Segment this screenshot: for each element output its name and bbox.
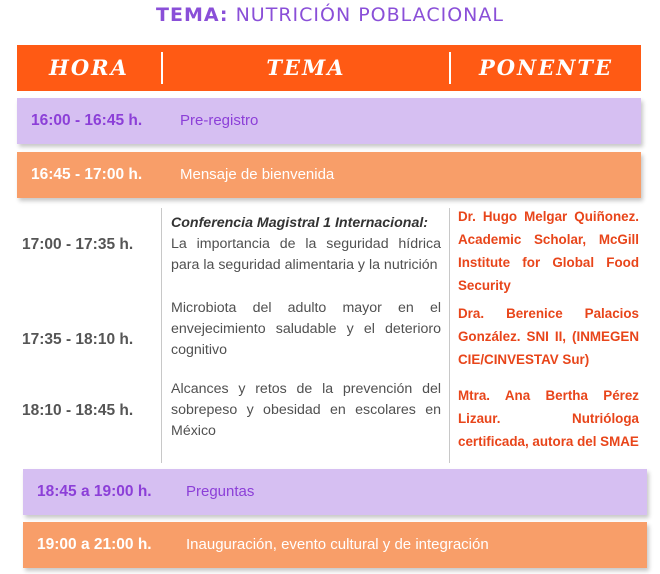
talk-speaker: Dr. Hugo Melgar Quiñonez. Academic Scholar, McGill Institute for Global Food Security: [458, 209, 639, 293]
talk-topic: Alcances y retos de la prevención del sobrepeso y obesidad en escolares en México: [171, 381, 441, 439]
row-time: 19:00 a 21:00 h.: [37, 536, 152, 553]
column-divider: [449, 208, 450, 463]
talk-time: 17:35 - 18:10 h.: [22, 331, 134, 348]
talk-time: 18:10 - 18:45 h.: [22, 402, 134, 419]
talk-speaker: Mtra. Ana Bertha Pérez Lizaur. Nutrióloga certificada, autora del SMAE: [458, 388, 639, 449]
title-text: NUTRICIÓN POBLACIONAL: [235, 4, 504, 26]
talk-time: 17:00 - 17:35 h.: [22, 236, 134, 253]
talk-topic-heading: Conferencia Magistral 1 Internacional:: [171, 215, 429, 231]
schedule-row-preguntas: [23, 469, 647, 515]
row-time: 16:45 - 17:00 h.: [31, 166, 143, 183]
schedule-row-inauguracion: [23, 522, 647, 568]
title-prefix: TEMA:: [156, 4, 229, 26]
schedule-row-preregistro: [17, 98, 641, 144]
header-tema: TEMA: [266, 55, 346, 80]
header-hora: HORA: [49, 55, 129, 80]
row-time: 18:45 a 19:00 h.: [37, 483, 152, 500]
row-label: Inauguración, evento cultural y de integración: [186, 536, 489, 553]
row-label: Mensaje de bienvenida: [180, 166, 335, 183]
talk-topic: [171, 213, 441, 276]
talk-topic: Microbiota del adulto mayor en el envejecimiento saludable y el deterioro cognitivo: [171, 300, 441, 358]
header-ponente: PONENTE: [478, 55, 614, 80]
table-header: [17, 45, 641, 91]
row-label: Pre-registro: [180, 112, 259, 129]
page-title: [0, 4, 660, 26]
row-time: 16:00 - 16:45 h.: [31, 112, 143, 129]
schedule-row-bienvenida: [17, 152, 641, 198]
talk-topic-text: La importancia de la seguridad hídrica para la seguridad alimentaria y la nutrición: [171, 236, 441, 273]
row-label: Preguntas: [186, 483, 255, 500]
talk-speaker: Dra. Berenice Palacios González. SNI II, (INMEGEN CIE/CINVESTAV Sur): [458, 306, 639, 367]
